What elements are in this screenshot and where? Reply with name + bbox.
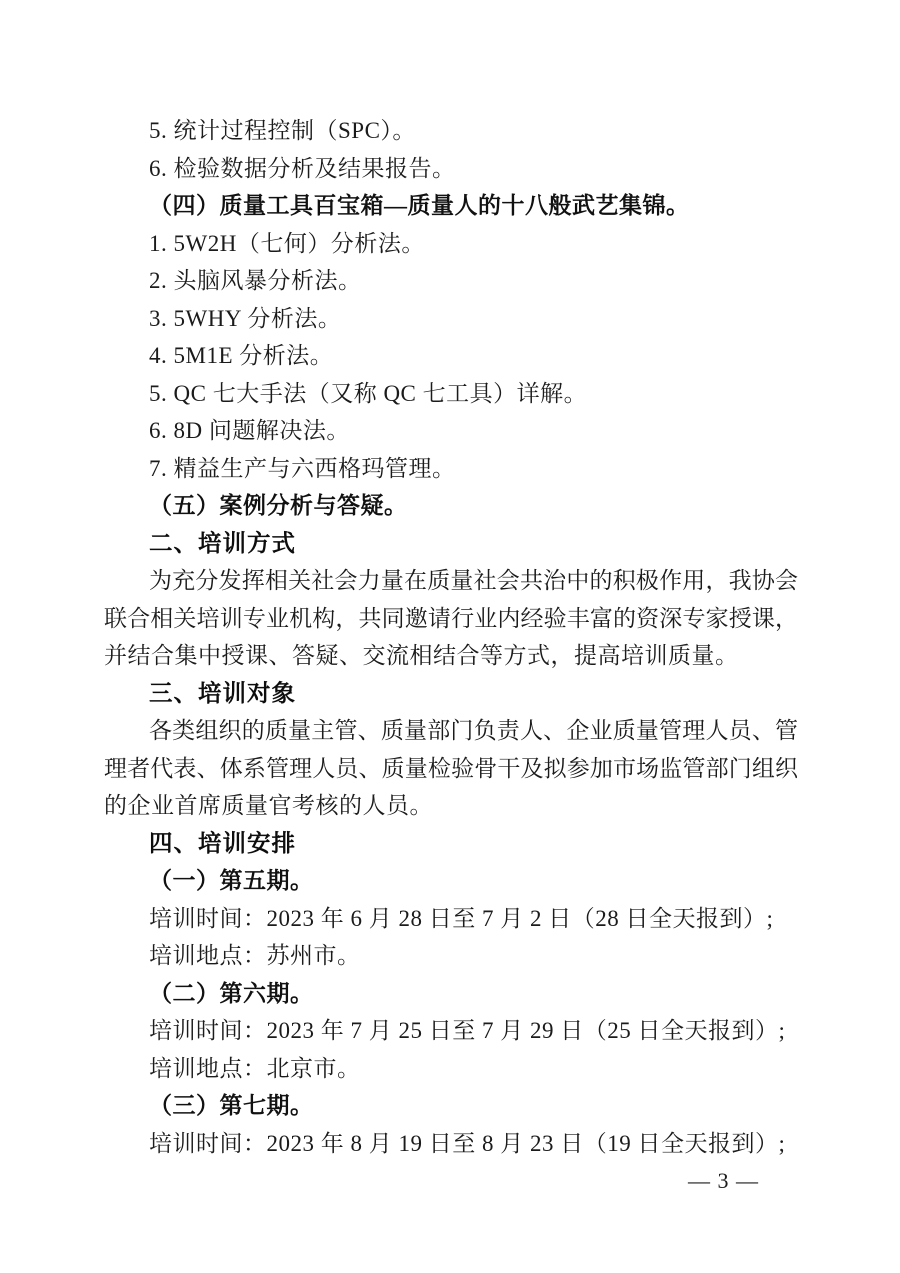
page-number: — 3 — — [688, 1168, 759, 1193]
document-line: （一）第五期。 — [149, 868, 314, 893]
document-line: 4. 5M1E 分析法。 — [149, 343, 334, 368]
document-body — [104, 112, 798, 1162]
section-heading: 二、培训方式 — [149, 529, 296, 556]
section-heading: 四、培训安排 — [149, 829, 296, 856]
document-line: 1. 5W2H（七何）分析法。 — [149, 230, 425, 256]
document-line: 7. 精益生产与六西格玛管理。 — [149, 455, 456, 481]
document-line: 3. 5WHY 分析法。 — [149, 305, 342, 331]
document-line: 为充分发挥相关社会力量在质量社会共治中的积极作用，我协会 — [149, 568, 798, 593]
document-line: 培训时间：2023 年 8 月 19 日至 8 月 23 日（19 日全天报到）; — [149, 1130, 786, 1156]
document-line: （二）第六期。 — [149, 980, 314, 1006]
document-line: 培训时间：2023 年 6 月 28 日至 7 月 2 日（28 日全天报到）; — [149, 905, 774, 931]
section-heading: 三、培训对象 — [149, 679, 296, 706]
document-line: 培训时间：2023 年 7 月 25 日至 7 月 29 日（25 日全天报到）; — [149, 1018, 786, 1043]
document-line: 6. 8D 问题解决法。 — [149, 418, 350, 443]
document-line: 2. 头脑风暴分析法。 — [149, 268, 362, 293]
document-line: （五）案例分析与答疑。 — [149, 493, 408, 518]
document-line: 5. 统计过程控制（SPC）。 — [149, 118, 416, 143]
document-line: （三）第七期。 — [149, 1093, 314, 1118]
document-line: 的企业首席质量官考核的人员。 — [104, 793, 433, 818]
document-line: （四）质量工具百宝箱—质量人的十八般武艺集锦。 — [149, 193, 690, 218]
document-line: 5. QC 七大手法（又称 QC 七工具）详解。 — [149, 380, 588, 406]
document-line: 培训地点：苏州市。 — [149, 943, 361, 968]
document-line: 各类组织的质量主管、质量部门负责人、企业质量管理人员、管 — [149, 718, 798, 743]
document-line: 联合相关培训专业机构，共同邀请行业内经验丰富的资深专家授课， — [104, 605, 798, 631]
document-line: 理者代表、体系管理人员、质量检验骨干及拟参加市场监管部门组织 — [104, 755, 798, 781]
document-line: 6. 检验数据分析及结果报告。 — [149, 155, 456, 181]
document-line: 并结合集中授课、答疑、交流相结合等方式，提高培训质量。 — [104, 643, 739, 668]
document-line: 培训地点：北京市。 — [149, 1055, 361, 1081]
